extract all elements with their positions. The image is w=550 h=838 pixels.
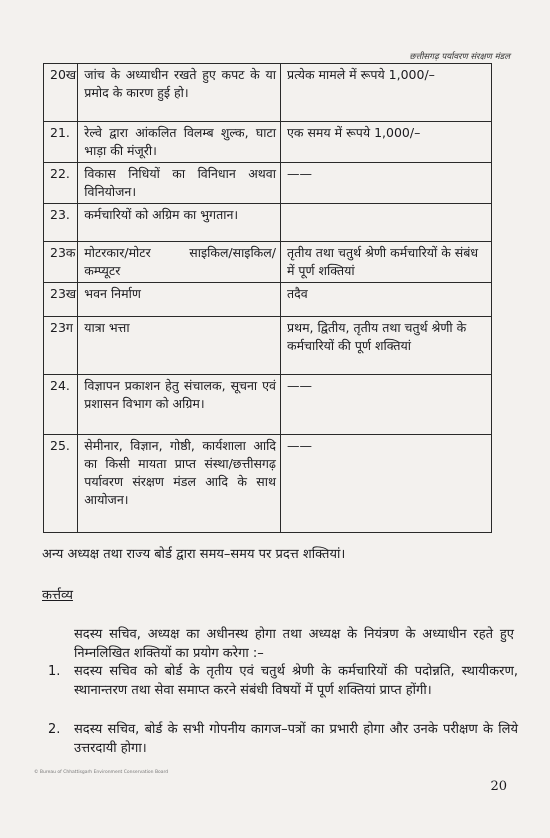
duties-intro: सदस्य सचिव, अध्यक्ष का अधीनस्थ होगा तथा अध्यक्ष के नियंत्रण के अध्याधीन रहते हुए निम्नलिखित शक्तियों का प्रयोग करेगा :–	[74, 627, 514, 661]
item-text: सदस्य सचिव को बोर्ड के तृतीय एवं चतुर्थ श्रेणी के कर्मचारियों की पदोन्नति, स्थायीकरण, स्थानान्तरण तथा सेवा समाप्त करने संबंधी विषयों में पूर्ण शक्तियां प्राप्त होंगी।	[74, 664, 518, 698]
table-row	[44, 64, 492, 122]
table-row	[44, 375, 492, 435]
table-row	[44, 163, 492, 204]
row-power: प्रथम, द्वितीय, तृतीय तथा चतुर्थ श्रेणी के कर्मचारियों की पूर्ण शक्तियां	[280, 317, 491, 375]
row-subject: सेमीनार, विज्ञान, गोष्ठी, कार्यशाला आदि का किसी मायता प्राप्त संस्था/छत्तीसगढ़ पर्यावरण संरक्षण मंडल आदि के साथ आयोजन।	[78, 435, 281, 533]
row-number: 23.	[44, 204, 78, 242]
row-power	[280, 204, 491, 242]
row-subject: कर्मचारियों को अग्रिम का भुगतान।	[78, 204, 281, 242]
row-number: 23क	[44, 242, 78, 283]
row-number: 23ख	[44, 283, 78, 317]
item-number: 1.	[48, 664, 61, 679]
running-header: छत्तीसगढ़ पर्यावरण संरक्षण मंडल	[409, 52, 510, 62]
row-subject: मोटरकार/मोटर साइकिल/साइकिल/कम्प्यूटर	[78, 242, 281, 283]
row-power: तृतीय तथा चतुर्थ श्रेणी कर्मचारियों के संबंध में पूर्ण शक्तियां	[280, 242, 491, 283]
page-number: 20	[490, 779, 507, 794]
list-item	[48, 662, 518, 700]
row-subject: भवन निर्माण	[78, 283, 281, 317]
powers-table	[43, 63, 492, 533]
table-row	[44, 122, 492, 163]
row-number: 25.	[44, 435, 78, 533]
row-number: 23ग	[44, 317, 78, 375]
row-power: एक समय में रूपये 1,000/–	[280, 122, 491, 163]
table-row	[44, 435, 492, 533]
table-row	[44, 283, 492, 317]
table-row	[44, 317, 492, 375]
other-powers-note: अन्य अध्यक्ष तथा राज्य बोर्ड द्वारा समय–समय पर प्रदत्त शक्तियां।	[42, 547, 346, 562]
row-subject: विज्ञापन प्रकाशन हेतु संचालक, सूचना एवं प्रशासन विभाग को अग्रिम।	[78, 375, 281, 435]
item-number: 2.	[48, 722, 61, 737]
row-subject: जांच के अध्याधीन रखते हुए कपट के या प्रमोद के कारण हुई हो।	[78, 64, 281, 122]
row-power: तदैव	[280, 283, 491, 317]
list-item	[48, 720, 518, 758]
row-number: 20ख	[44, 64, 78, 122]
row-subject: यात्रा भत्ता	[78, 317, 281, 375]
table-row	[44, 242, 492, 283]
footnote: © Bureau of Chhattisgarh Environment Conservation Board	[34, 770, 169, 775]
row-number: 22.	[44, 163, 78, 204]
row-subject: रेल्वे द्वारा आंकलित विलम्ब शुल्क, घाटा भाड़ा की मंजूरी।	[78, 122, 281, 163]
table-row	[44, 204, 492, 242]
row-subject: विकास निधियों का विनिधान अथवा विनियोजन।	[78, 163, 281, 204]
row-power: प्रत्येक मामले में रूपये 1,000/–	[280, 64, 491, 122]
duties-heading: कर्त्तव्य	[42, 588, 73, 603]
row-number: 24.	[44, 375, 78, 435]
item-text: सदस्य सचिव, बोर्ड के सभी गोपनीय कागज–पत्रों का प्रभारी होगा और उनके परीक्षण के लिये उत्तरदायी होगा।	[74, 722, 518, 756]
row-power: ——	[280, 163, 491, 204]
row-power: ——	[280, 375, 491, 435]
row-power: ——	[280, 435, 491, 533]
row-number: 21.	[44, 122, 78, 163]
